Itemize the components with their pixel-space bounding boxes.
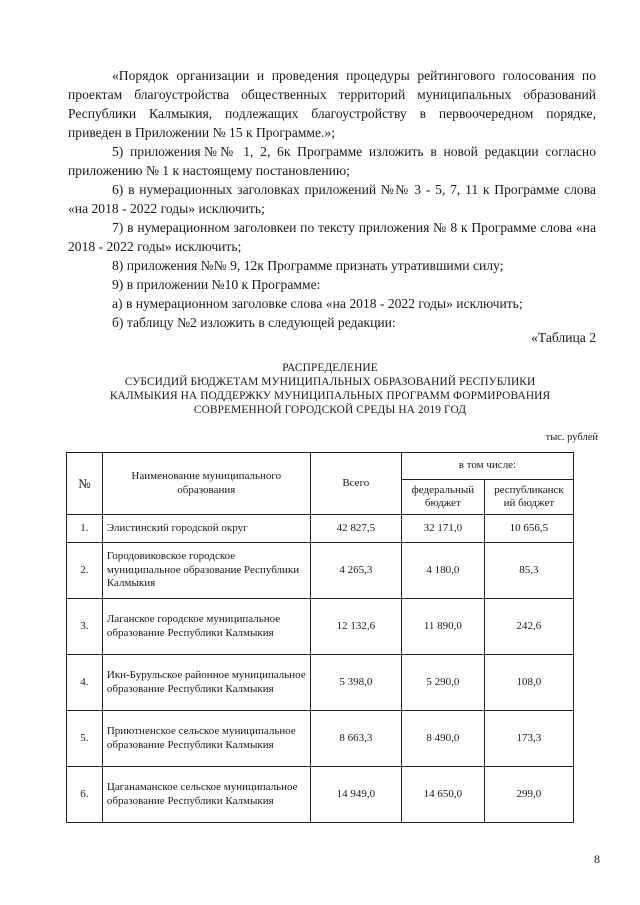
row-federal: 32 171,0 (401, 515, 484, 543)
row-republic: 85,3 (484, 543, 573, 599)
table-row (67, 655, 574, 711)
row-name: Элистинский городской округ (102, 515, 310, 543)
row-name: Приютненское сельское муниципальное образование Республики Калмыкия (102, 711, 310, 767)
header-republic: республиканск ий бюджет (484, 480, 573, 515)
row-republic: 242,6 (484, 599, 573, 655)
row-name: Цаганаманское сельское муниципальное образование Республики Калмыкия (102, 767, 310, 823)
paragraph-item-6: 6) в нумерационных заголовках приложений №№ 3 - 5, 7, 11 к Программе слова «на 2018 - 2022 годы» исключить; (68, 182, 596, 216)
row-total: 42 827,5 (310, 515, 401, 543)
paragraph-item-9: 9) в приложении №10 к Программе: (112, 277, 321, 292)
row-republic: 108,0 (484, 655, 573, 711)
row-republic: 173,3 (484, 711, 573, 767)
page-number: 8 (594, 852, 600, 866)
table-row (67, 515, 574, 543)
title-line-1: РАСПРЕДЕЛЕНИЕ (282, 362, 378, 374)
table-header-row (67, 453, 574, 480)
header-including: в том числе: (401, 453, 573, 480)
table-row (67, 599, 574, 655)
units-label: тыс. рублей (545, 432, 598, 443)
paragraph-procedure: «Порядок организации и проведения процедуры рейтингового голосования по проектам благоустройства общественных территорий муниципальных образований Республики Калмыкия, подлежащих благоустройству в первоочередном порядке, приведен в Приложении № 15 к Программе.»; (68, 68, 596, 140)
row-number: 2. (67, 543, 103, 599)
paragraph-item-7: 7) в нумерационном заголовкеи по тексту приложения № 8 к Программе слова «на 2018 - 2022 годы» исключить; (68, 220, 596, 254)
row-number: 6. (67, 767, 103, 823)
row-number: 5. (67, 711, 103, 767)
row-name: Городовиковское городское муниципальное образование Республики Калмыкия (102, 543, 310, 599)
table-title (60, 361, 600, 417)
row-federal: 5 290,0 (401, 655, 484, 711)
paragraph-item-9b: б) таблицу №2 изложить в следующей редакции: (112, 315, 396, 330)
row-number: 1. (67, 515, 103, 543)
header-federal: федеральный бюджет (401, 480, 484, 515)
row-number: 4. (67, 655, 103, 711)
row-republic: 10 656,5 (484, 515, 573, 543)
row-total: 4 265,3 (310, 543, 401, 599)
table-row (67, 543, 574, 599)
table-row (67, 711, 574, 767)
row-total: 8 663,3 (310, 711, 401, 767)
row-federal: 4 180,0 (401, 543, 484, 599)
row-federal: 14 650,0 (401, 767, 484, 823)
title-line-3: КАЛМЫКИЯ НА ПОДДЕРЖКУ МУНИЦИПАЛЬНЫХ ПРОГРАММ ФОРМИРОВАНИЯ (109, 390, 551, 402)
paragraph-item-9a: а) в нумерационном заголовке слова «на 2018 - 2022 годы» исключить; (112, 296, 523, 311)
row-republic: 299,0 (484, 767, 573, 823)
header-number: № (67, 453, 103, 515)
subsidy-table (66, 452, 574, 823)
header-name: Наименование муниципального образования (102, 453, 310, 515)
row-total: 14 949,0 (310, 767, 401, 823)
row-total: 12 132,6 (310, 599, 401, 655)
row-name: Ики-Бурульское районное муниципальное образование Республики Калмыкия (102, 655, 310, 711)
row-federal: 8 490,0 (401, 711, 484, 767)
row-number: 3. (67, 599, 103, 655)
paragraph-item-8: 8) приложения №№ 9, 12к Программе признать утратившими силу; (112, 258, 504, 273)
row-total: 5 398,0 (310, 655, 401, 711)
header-total: Всего (310, 453, 401, 515)
paragraph-item-5: 5) приложения№№ 1, 2, 6к Программе изложить в новой редакции согласно приложению № 1 к настоящему постановлению; (68, 144, 596, 178)
table-row (67, 767, 574, 823)
table-label: «Таблица 2 (531, 330, 596, 345)
title-line-4: СОВРЕМЕННОЙ ГОРОДСКОЙ СРЕДЫ НА 2019 ГОД (193, 404, 467, 416)
row-federal: 11 890,0 (401, 599, 484, 655)
row-name: Лаганское городское муниципальное образование Республики Калмыкия (102, 599, 310, 655)
title-line-2: СУБСИДИЙ БЮДЖЕТАМ МУНИЦИПАЛЬНЫХ ОБРАЗОВАНИЙ РЕСПУБЛИКИ (124, 376, 536, 388)
